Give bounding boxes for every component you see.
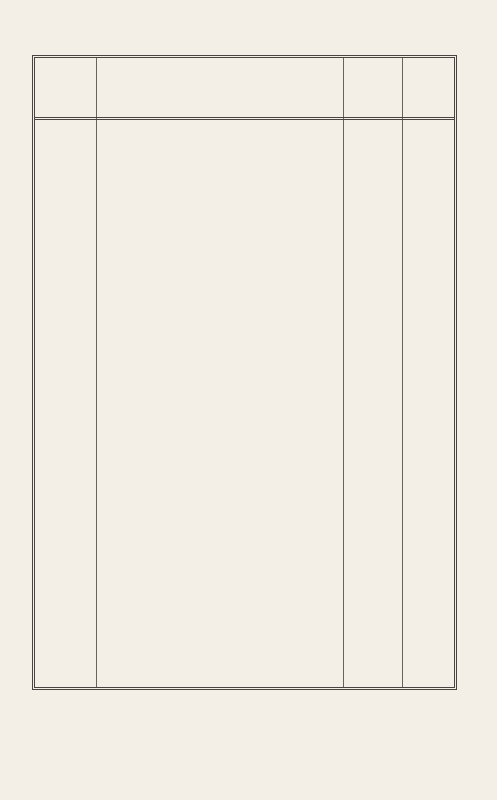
header-titles <box>96 58 343 117</box>
acts-table <box>32 55 457 690</box>
header-numbers <box>343 58 402 117</box>
header-dates <box>35 58 96 117</box>
header-pages <box>402 58 454 117</box>
column-divider <box>96 58 97 687</box>
column-divider <box>402 58 403 687</box>
column-divider <box>343 58 344 687</box>
table-header <box>35 58 454 120</box>
